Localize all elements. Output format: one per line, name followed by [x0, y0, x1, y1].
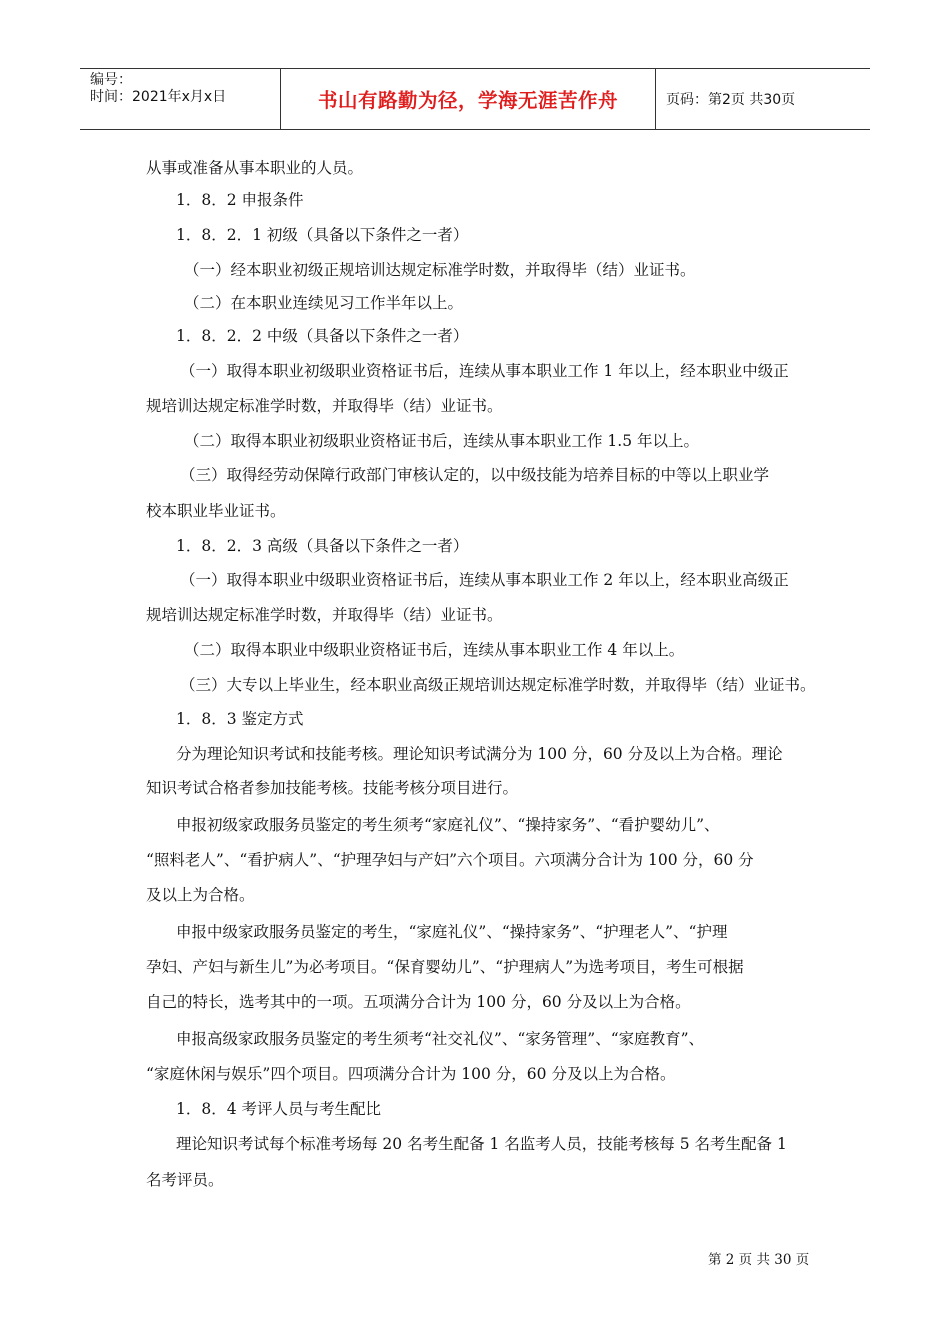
header-motto: 书山有路勤为径，学海无涯苦作舟 — [281, 69, 656, 129]
text-line: 自己的特长，选考其中的一项。五项满分合计为 100 分，60 分及以上为合格。 — [146, 993, 691, 1011]
text-line: （二）在本职业连续见习工作半年以上。 — [184, 294, 464, 312]
document-date: 时间：2021年x月x日 — [90, 89, 227, 105]
section-heading: 1．8．2．3 高级（具备以下条件之一者） — [176, 537, 469, 555]
text-line: 理论知识考试每个标准考场每 20 名考生配备 1 名监考人员，技能考核每 5 名考生配备 1 — [176, 1135, 787, 1153]
text-line: 申报初级家政服务员鉴定的考生须考“家庭礼仪”、“操持家务”、“看护婴幼儿”、 — [176, 816, 720, 834]
footer-page-number: 第 2 页 共 30 页 — [708, 1252, 810, 1268]
text-line: “照料老人”、“看护病人”、“护理孕妇与产妇”六个项目。六项满分合计为 100 分，60 分 — [146, 851, 754, 869]
text-line: 及以上为合格。 — [146, 886, 255, 904]
text-line: 从事或准备从事本职业的人员。 — [146, 159, 364, 177]
header-page-number: 页码：第2页 共30页 — [666, 92, 796, 108]
text-line: （二）取得本职业初级职业资格证书后，连续从事本职业工作 1.5 年以上。 — [184, 432, 700, 450]
text-line: （三）大专以上毕业生，经本职业高级正规培训达规定标准学时数，并取得毕（结）业证书。 — [180, 676, 816, 694]
page-header — [80, 68, 870, 130]
text-line: （一）经本职业初级正规培训达规定标准学时数，并取得毕（结）业证书。 — [184, 261, 696, 279]
text-line: （三）取得经劳动保障行政部门审核认定的，以中级技能为培养目标的中等以上职业学 — [180, 466, 770, 484]
text-line: 知识考试合格者参加技能考核。技能考核分项目进行。 — [146, 779, 519, 797]
text-line: 分为理论知识考试和技能考核。理论知识考试满分为 100 分，60 分及以上为合格。理论 — [176, 745, 783, 763]
text-line: 名考评员。 — [146, 1171, 224, 1189]
text-line: （一）取得本职业中级职业资格证书后，连续从事本职业工作 2 年以上，经本职业高级正 — [180, 571, 789, 589]
section-heading: 1．8．3 鉴定方式 — [176, 710, 304, 728]
text-line: 规培训达规定标准学时数，并取得毕（结）业证书。 — [146, 397, 503, 415]
text-line: “家庭休闲与娱乐”四个项目。四项满分合计为 100 分，60 分及以上为合格。 — [146, 1065, 676, 1083]
text-line: 规培训达规定标准学时数，并取得毕（结）业证书。 — [146, 606, 503, 624]
text-line: 申报高级家政服务员鉴定的考生须考“社交礼仪”、“家务管理”、“家庭教育”、 — [176, 1030, 705, 1048]
document-number: 编号： — [90, 72, 132, 88]
header-meta — [80, 69, 281, 129]
text-line: 孕妇、产妇与新生儿”为必考项目。“保育婴幼儿”、“护理病人”为选考项目，考生可根据 — [146, 958, 744, 976]
text-line: 申报中级家政服务员鉴定的考生，“家庭礼仪”、“操持家务”、“护理老人”、“护理 — [176, 923, 728, 941]
section-heading: 1．8．2 申报条件 — [176, 191, 304, 209]
text-line: （一）取得本职业初级职业资格证书后，连续从事本职业工作 1 年以上，经本职业中级正 — [180, 362, 789, 380]
text-line: 校本职业毕业证书。 — [146, 502, 286, 520]
section-heading: 1．8．2．2 中级（具备以下条件之一者） — [176, 327, 469, 345]
section-heading: 1．8．2．1 初级（具备以下条件之一者） — [176, 226, 469, 244]
section-heading: 1．8．4 考评人员与考生配比 — [176, 1100, 382, 1118]
text-line: （二）取得本职业中级职业资格证书后，连续从事本职业工作 4 年以上。 — [184, 641, 685, 659]
